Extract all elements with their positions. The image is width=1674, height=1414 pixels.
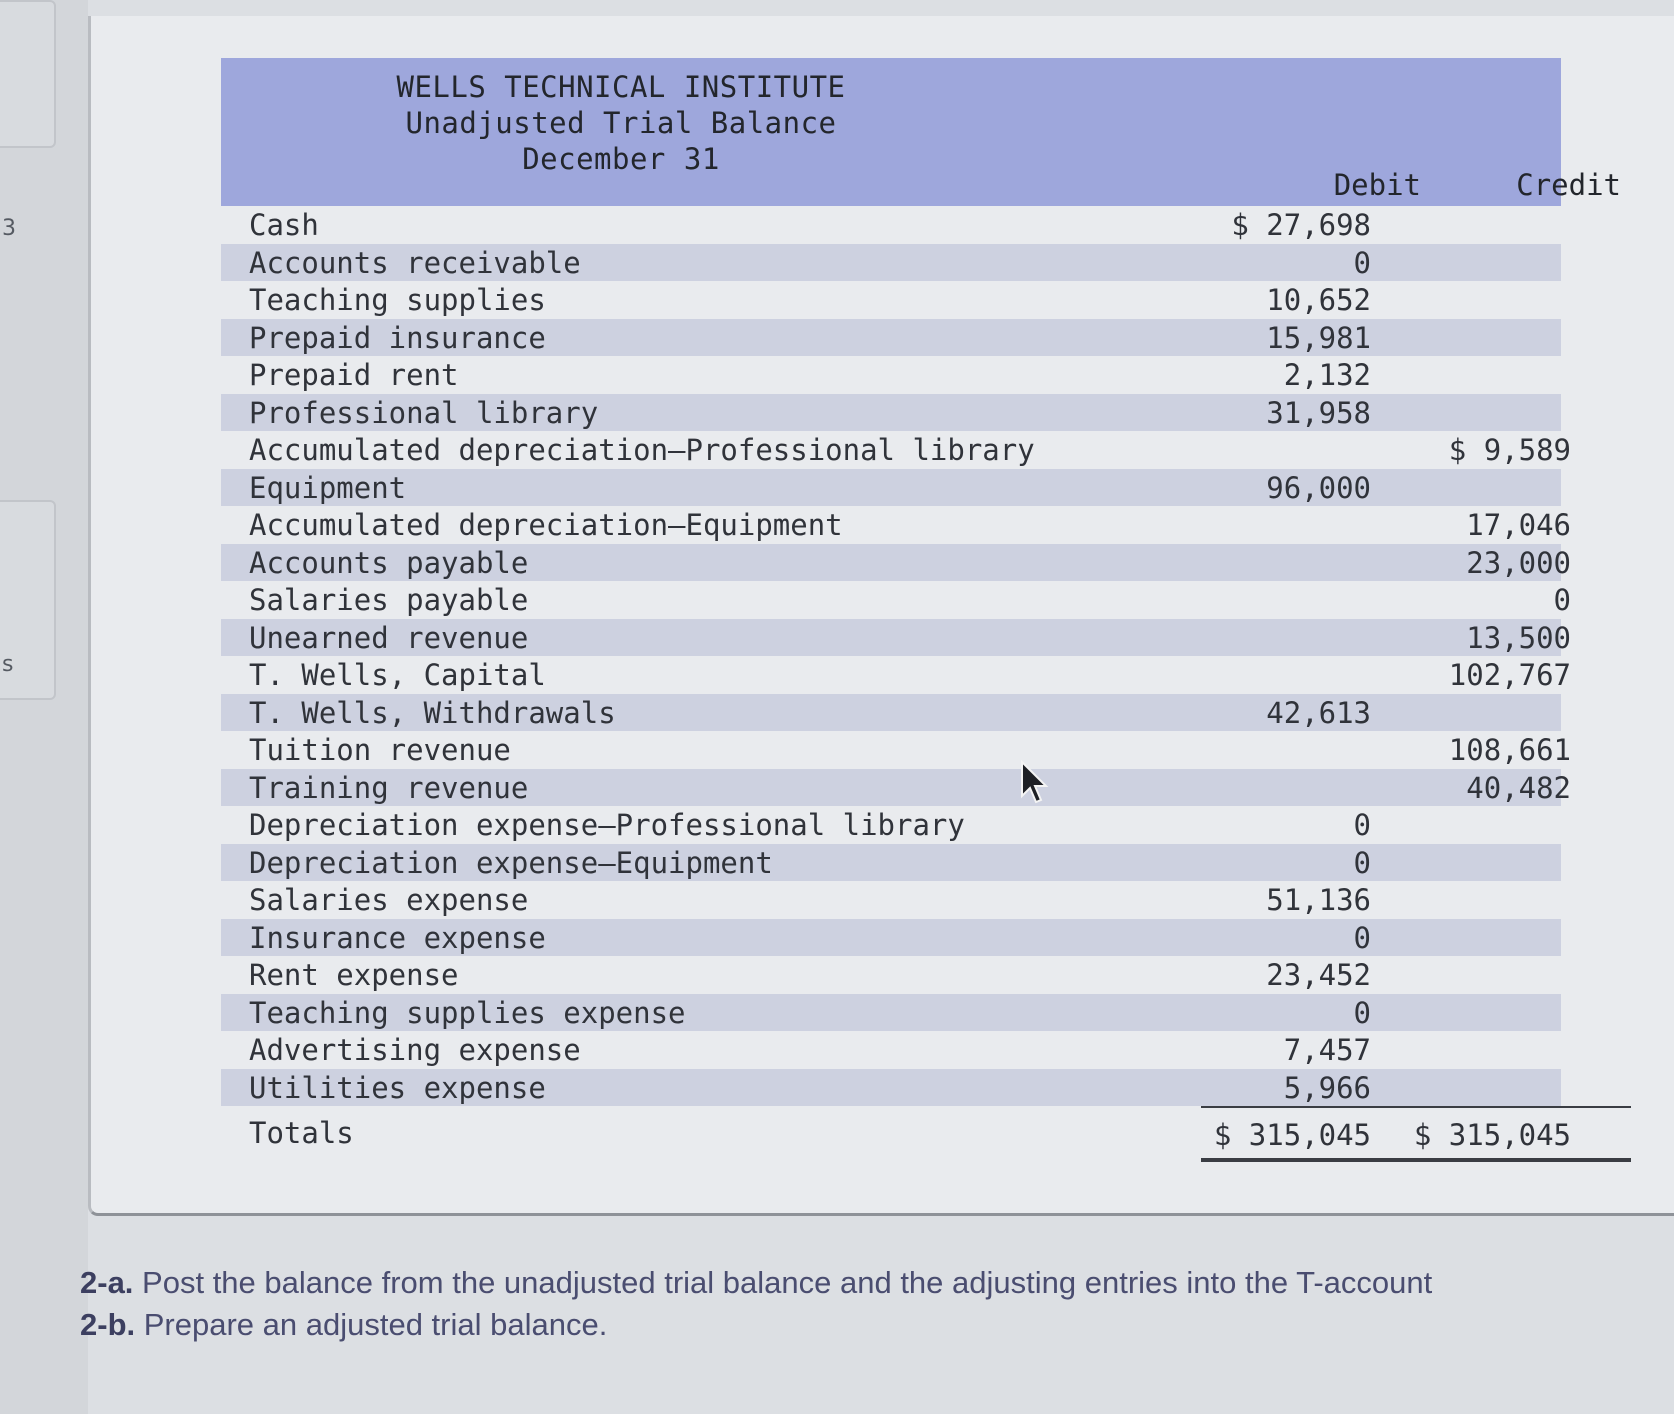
- table-row: [221, 694, 1561, 732]
- debit-amount: 96,000: [1266, 470, 1371, 505]
- table-row: [221, 919, 1561, 957]
- account-name: Depreciation expense—Equipment: [249, 845, 773, 880]
- instruction-2b-text: Prepare an adjusted trial balance.: [143, 1307, 608, 1342]
- totals-row: [221, 1106, 1571, 1162]
- credit-amount: 0: [1553, 583, 1571, 617]
- totals-underline: [1201, 1106, 1631, 1108]
- credit-amount: 40,482: [1466, 770, 1571, 805]
- table-row: [221, 394, 1561, 432]
- mouse-pointer-icon: [1020, 760, 1050, 806]
- account-name: Prepaid insurance: [249, 320, 546, 355]
- debit-amount: 0: [1353, 245, 1371, 280]
- table-row: [221, 1031, 1561, 1069]
- account-name: Teaching supplies expense: [249, 995, 686, 1030]
- credit-column-header: Credit: [1516, 168, 1621, 202]
- gutter-number: s: [2, 652, 14, 677]
- trial-balance-panel: [88, 16, 1674, 1216]
- table-row: [221, 956, 1561, 994]
- table-row: [221, 581, 1571, 619]
- table-row: [221, 769, 1571, 807]
- total-debit: $ 315,045: [1213, 1118, 1371, 1152]
- totals-label: Totals: [249, 1116, 354, 1150]
- account-name: Prepaid rent: [249, 358, 459, 392]
- debit-amount: 0: [1353, 845, 1371, 880]
- account-name: Accounts receivable: [249, 245, 581, 280]
- account-name: Teaching supplies: [249, 283, 546, 317]
- debit-amount: 15,981: [1266, 320, 1371, 355]
- debit-amount: 7,457: [1283, 1033, 1371, 1067]
- total-credit: $ 315,045: [1413, 1118, 1571, 1152]
- credit-amount: $ 9,589: [1448, 433, 1571, 467]
- account-name: Advertising expense: [249, 1033, 581, 1067]
- instruction-2b-label: 2-b.: [80, 1307, 136, 1342]
- instructions: [80, 1262, 1674, 1346]
- table-row: [221, 506, 1571, 544]
- account-name: Salaries expense: [249, 883, 529, 917]
- debit-amount: 51,136: [1266, 883, 1371, 917]
- table-row: [221, 1069, 1561, 1107]
- instruction-2a-label: 2-a.: [80, 1265, 134, 1300]
- gutter-number: 3: [2, 216, 16, 241]
- previous-panel-edge: [0, 0, 88, 1414]
- debit-column-header: Debit: [1333, 168, 1421, 202]
- account-name: Insurance expense: [249, 920, 546, 955]
- account-name: Equipment: [249, 470, 407, 505]
- account-name: Depreciation expense—Professional library: [249, 808, 965, 842]
- table-row: [221, 619, 1571, 657]
- instruction-2b: [80, 1304, 1674, 1346]
- account-name: Accumulated depreciation—Professional library: [249, 433, 1035, 467]
- debit-amount: 0: [1353, 995, 1371, 1030]
- table-row: [221, 806, 1561, 844]
- statement-title: Unadjusted Trial Balance: [405, 106, 837, 140]
- credit-amount: 17,046: [1466, 508, 1571, 542]
- account-name: Accounts payable: [249, 545, 529, 580]
- debit-amount: 42,613: [1266, 695, 1371, 730]
- debit-amount: 31,958: [1266, 395, 1371, 430]
- account-name: Tuition revenue: [249, 733, 511, 767]
- account-name: Utilities expense: [249, 1070, 546, 1105]
- table-row: [221, 244, 1561, 282]
- account-name: Rent expense: [249, 958, 459, 992]
- debit-amount: 10,652: [1266, 283, 1371, 317]
- debit-amount: 5,966: [1283, 1070, 1371, 1105]
- instruction-2a: [80, 1262, 1674, 1304]
- table-row: [221, 994, 1561, 1032]
- table-row: [221, 544, 1571, 582]
- table-row: [221, 469, 1561, 507]
- table-row: [221, 844, 1561, 882]
- debit-amount: 23,452: [1266, 958, 1371, 992]
- company-name: WELLS TECHNICAL INSTITUTE: [396, 70, 846, 104]
- credit-amount: 13,500: [1466, 620, 1571, 655]
- credit-amount: 23,000: [1466, 545, 1571, 580]
- table-row: [221, 431, 1571, 469]
- debit-amount: 0: [1353, 808, 1371, 842]
- account-name: Salaries payable: [249, 583, 529, 617]
- debit-amount: $ 27,698: [1231, 208, 1371, 242]
- instruction-2a-text: Post the balance from the unadjusted trial balance and the adjusting entries into the T-account: [142, 1265, 1433, 1300]
- account-name: T. Wells, Capital: [249, 658, 546, 692]
- table-row: [221, 206, 1561, 244]
- totals-double-underline: [1201, 1158, 1631, 1162]
- gutter-box: [0, 0, 56, 148]
- account-name: Accumulated depreciation—Equipment: [249, 508, 843, 542]
- statement-date: December 31: [522, 142, 720, 176]
- trial-balance-rows: [221, 206, 1571, 1106]
- account-name: Training revenue: [249, 770, 529, 805]
- trial-balance-table: [221, 58, 1621, 1162]
- account-name: Professional library: [249, 395, 599, 430]
- credit-amount: 102,767: [1448, 658, 1571, 692]
- table-row: [221, 881, 1561, 919]
- debit-amount: 0: [1353, 920, 1371, 955]
- table-row: [221, 731, 1571, 769]
- table-row: [221, 281, 1561, 319]
- table-row: [221, 356, 1561, 394]
- account-name: Cash: [249, 208, 319, 242]
- table-row: [221, 319, 1561, 357]
- account-name: Unearned revenue: [249, 620, 529, 655]
- table-row: [221, 656, 1571, 694]
- debit-amount: 2,132: [1283, 358, 1371, 392]
- credit-amount: 108,661: [1448, 733, 1571, 767]
- account-name: T. Wells, Withdrawals: [249, 695, 616, 730]
- trial-balance-header: [221, 58, 1621, 206]
